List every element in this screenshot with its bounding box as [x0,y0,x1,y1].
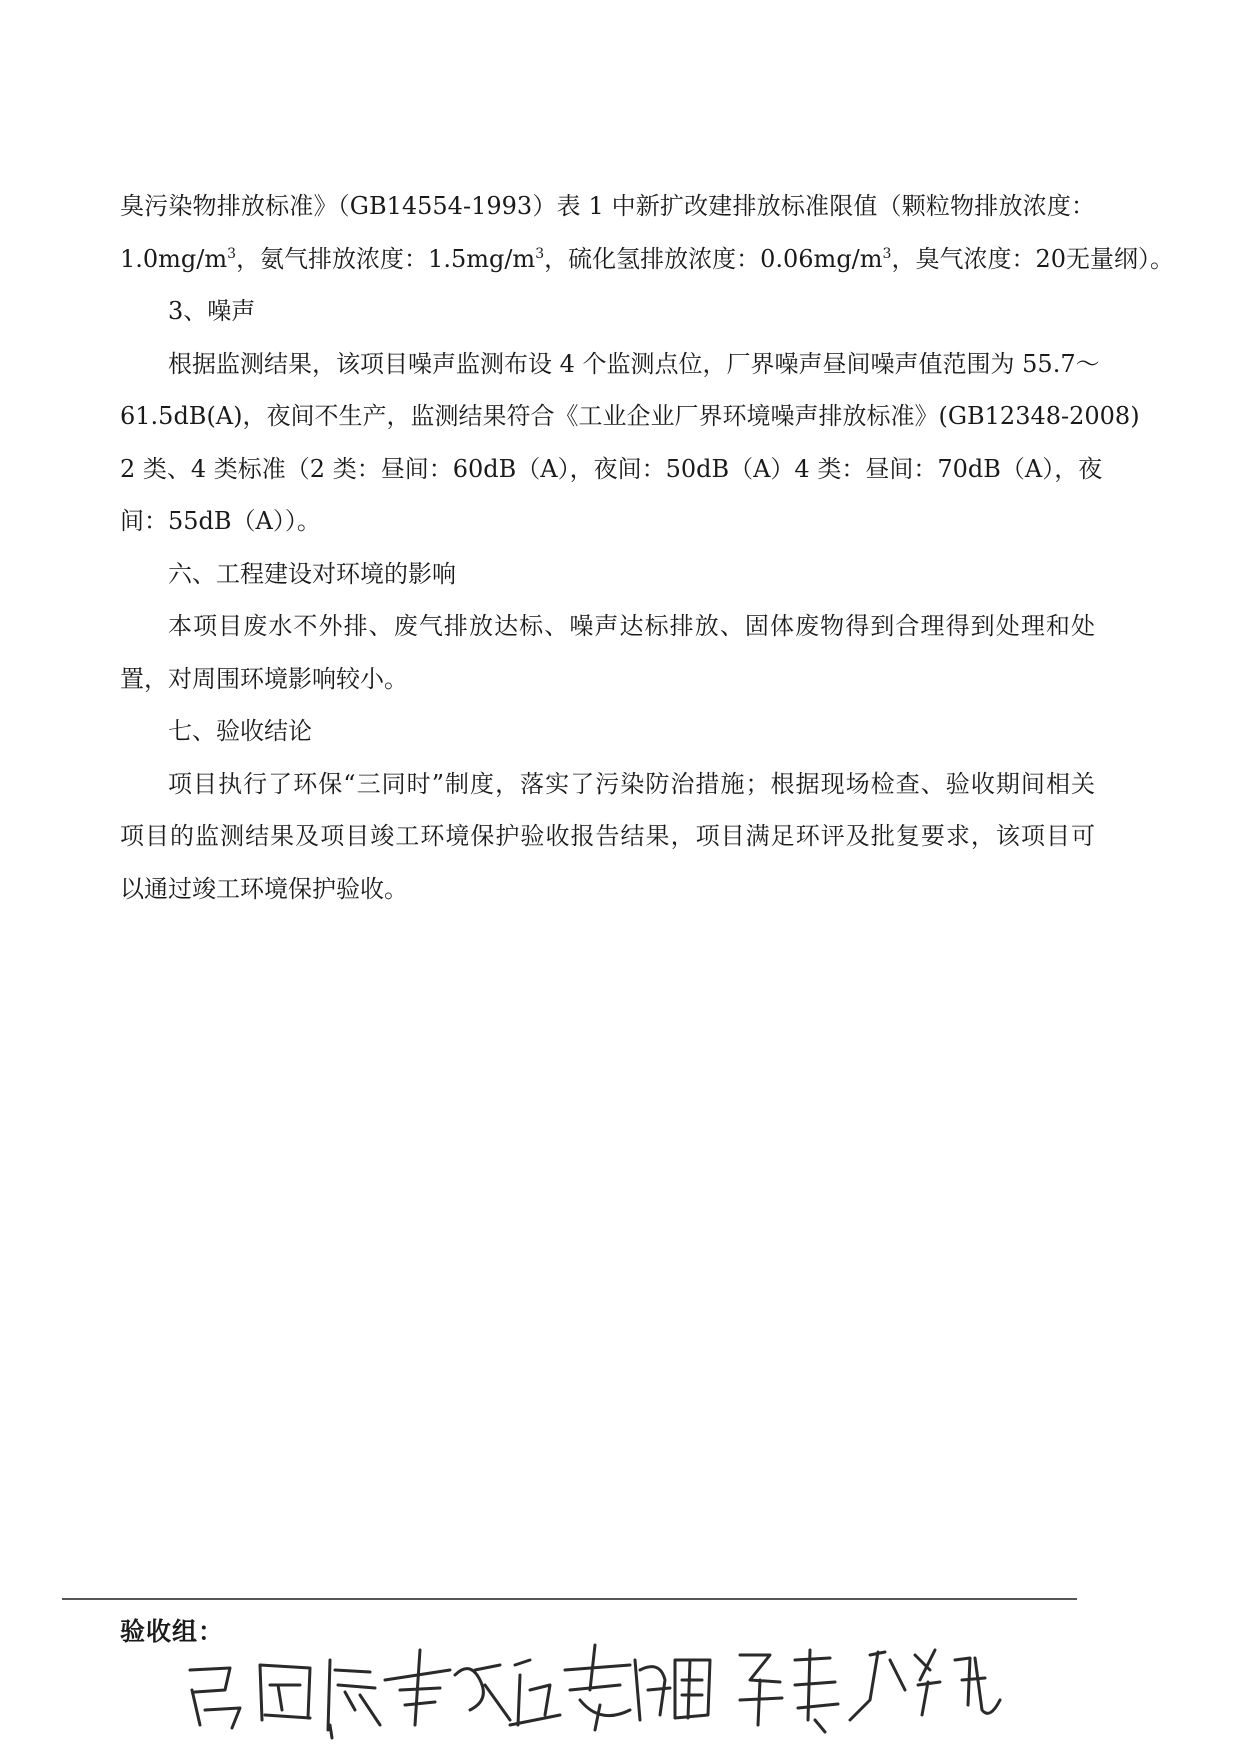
text-run: ，硫化氢排放浓度：0.06mg/m [544,244,883,273]
superscript: 3 [227,245,237,262]
paragraph-line: 61.5dB(A)，夜间不生产，监测结果符合《工业企业厂界环境噪声排放标准》(GB12348-2008) [120,402,1140,430]
acceptance-group-label: 验收组： [120,1617,225,1646]
paragraph-line: 2 类、4 类标准（2 类：昼间：60dB（A），夜间：50dB（A）4 类：昼间：70dB（A），夜 [120,454,1103,483]
handwritten-signatures-icon [170,1630,1120,1740]
paragraph-line: 臭污染物排放标准》（GB14554-1993）表 1 中新扩改建排放标准限值（颗粒物排放浓度： [120,192,1095,220]
paragraph-line: 根据监测结果，该项目噪声监测布设 4 个监测点位，厂界噪声昼间噪声值范围为 55.7～ [168,349,1100,378]
paragraph-line: 间：55dB（A））。 [120,507,321,535]
footer-divider [62,1598,1077,1600]
section-heading: 3、噪声 [168,297,256,325]
superscript: 3 [882,245,892,262]
text-run: ，氨气排放浓度：1.5mg/m [236,244,536,273]
text-run: ，臭气浓度：20无量纲）。 [891,244,1174,273]
paragraph-line: 以通过竣工环境保护验收。 [120,874,408,903]
paragraph-line: 项目的监测结果及项目竣工环境保护验收报告结果，项目满足环评及批复要求，该项目可 [120,822,1095,850]
signatures-icon [170,1630,1120,1740]
paragraph-line: 项目执行了环保“三同时”制度，落实了污染防治措施；根据现场检查、验收期间相关 [168,769,1095,798]
paragraph-line: 本项目废水不外排、废气排放达标、噪声达标排放、固体废物得到合理得到处理和处 [168,612,1095,640]
document-body [120,180,1174,915]
section-heading: 七、验收结论 [168,717,312,745]
paragraph-line [120,233,1174,286]
paragraph-line: 置，对周围环境影响较小。 [120,664,408,693]
section-heading: 六、工程建设对环境的影响 [168,559,456,588]
text-run: 1.0mg/m [120,244,228,273]
superscript: 3 [535,245,545,262]
